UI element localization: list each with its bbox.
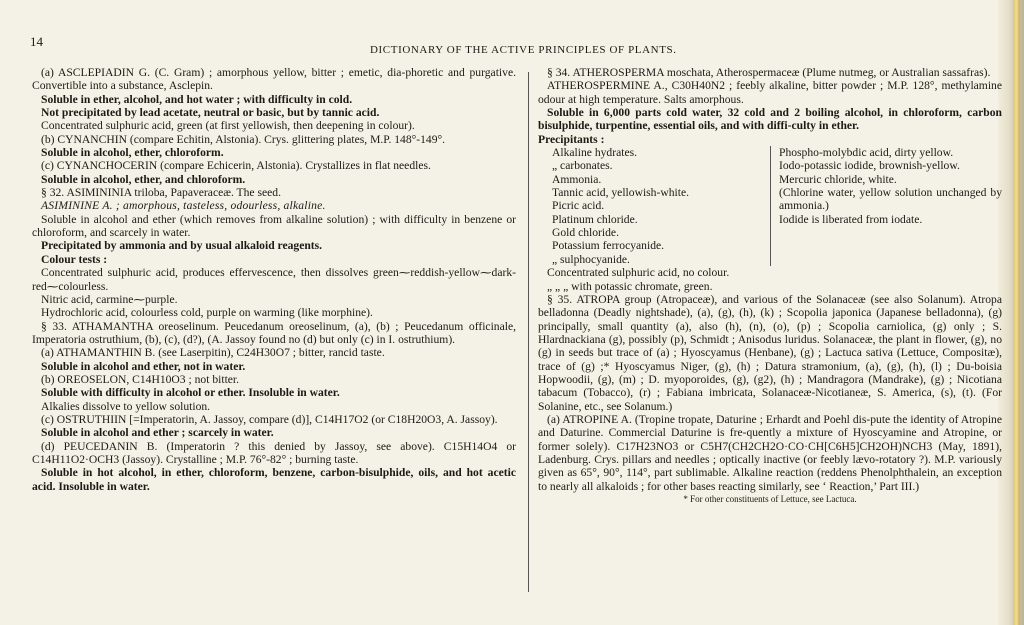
column-divider	[528, 72, 529, 592]
section-32-heading: § 32. ASIMININIA triloba, Papaveraceæ. The seed.	[41, 186, 281, 200]
running-head: DICTIONARY OF THE ACTIVE PRINCIPLES OF PLANTS.	[370, 44, 677, 56]
page-number: 14	[30, 34, 43, 49]
left-column	[32, 66, 516, 493]
colour-test-line: Concentrated sulphuric acid, produces effervescence, then dissolves green⁓reddish-yellow⁓dark-red⁓colourless.	[32, 266, 516, 293]
colour-test-line: „ „ „ with potassic chromate, green.	[547, 279, 713, 293]
precipitant-item: Mercuric chloride, white.	[779, 172, 897, 186]
precipitants-right-list	[770, 146, 1002, 266]
colour-test-line: Nitric acid, carmine⁓purple.	[41, 292, 178, 306]
precipitant-item: (Chlorine water, yellow solution unchanged by ammonia.)	[779, 186, 1002, 213]
precipitant-item: Platinum chloride.	[552, 212, 638, 226]
solubility-line: Soluble in alcohol, ether, and chloroform.	[41, 172, 246, 186]
entry-cynanchocerin: (c) CYNANCHOCERIN (compare Echicerin, Alstonia). Crystallizes in flat needles.	[41, 159, 431, 173]
entry-atropine: (a) ATROPINE A. (Tropine tropate, Daturine ; Erhardt and Poehl dis-pute the identity of Atropine and Daturine. Commercial Daturine is fre-quently a mixture of Hyoscyamine and Atropine, or former solely). C17H23NO3 or C5H7(CH2CH2O·CO·CH[C6H5]CH2OH)NCH3 (May, 1891), Ladenburg. Crys. pillars and needles ; optically inactive (or feebly lævo-rotatory ?). M.P. variously given as 65°, 90°, 114°, part sublimable. Alkaline reaction (reddens Phenolphthalein, an exception to nearly all alkaloids ; for other bases reacting similarly, see ‘ Reaction,’ Part III.)	[538, 412, 1002, 493]
solubility-line: Soluble in ether, alcohol, and hot water ; with difficulty in cold.	[41, 92, 353, 106]
solubility-line: Soluble in alcohol and ether ; scarcely in water.	[41, 426, 274, 440]
solubility-line: Soluble in alcohol, ether, chloroform.	[41, 146, 224, 160]
precipitant-item: Picric acid.	[552, 199, 605, 213]
precipitant-item: Gold chloride.	[552, 226, 619, 240]
right-column	[538, 66, 1002, 506]
entry-asiminine: ASIMININE A. ; amorphous, tasteless, odourless, alkaline.	[41, 199, 326, 213]
solubility-line: Soluble in alcohol and ether (which removes from alkaline solution) ; with difficulty in benzene or chloroform, and scarcely in water.	[32, 212, 516, 240]
section-34-heading: § 34. ATHEROSPERMA moschata, Atherospermaceæ (Plume nutmeg, or Australian sassafras).	[547, 66, 991, 79]
precipitation-line: Precipitated by ammonia and by usual alkaloid reagents.	[41, 239, 323, 253]
colour-test-line: Concentrated sulphuric acid, green (at first yellowish, then deepening in colour).	[41, 119, 415, 133]
precipitant-item: Potassium ferrocyanide.	[552, 239, 665, 253]
entry-ostruthiin: (c) OSTRUTHIIN [=Imperatorin, A. Jassoy, compare (d)], C14H17O2 (or C18H20O3, A. Jassoy).	[41, 412, 498, 426]
precipitant-item: Ammonia.	[552, 172, 602, 186]
section-33-heading: § 33. ATHAMANTHA oreoselinum. Peucedanum oreoselinum, (a), (b) ; Peucedanum officinale, Imperatoria ostruthium, (b), (c), (d?), (A. Jassoy found no (d) but only (c) in I. ostruthium).	[32, 319, 516, 346]
solubility-line: Soluble with difficulty in alcohol or ether. Insoluble in water.	[41, 386, 340, 400]
entry-oreoselon: (b) OREOSELON, C14H10O3 ; not bitter.	[41, 372, 240, 386]
entry-athamanthin: (a) ATHAMANTHIN B. (see Laserpitin), C24H30O7 ; bitter, rancid taste.	[41, 346, 385, 360]
precipitant-item: Alkaline hydrates.	[552, 146, 637, 160]
entry-atherospermine: ATHEROSPERMINE A., C30H40N2 ; feebly alkaline, bitter powder ; M.P. 128°, methylamine odour at high temperature. Salts amorphous.	[538, 79, 1002, 106]
precipitant-item: Iodo-potassic iodide, brownish-yellow.	[779, 159, 960, 173]
entry-asclepiadin: (a) ASCLEPIADIN G. (C. Gram) ; amorphous yellow, bitter ; emetic, dia-phoretic and purgative. Convertible into a substance, Asclepin.	[32, 66, 516, 93]
footnote: * For other constituents of Lettuce, see Lactuca.	[683, 494, 857, 504]
section-35-heading: § 35. ATROPA group (Atropaceæ), and various of the Solanaceæ (see also Solanum). Atropa belladonna (Deadly nightshade), (a), (g), (h), (k) ; Scopolia japonica (Japanese belladonna), (g) principally, small quantity (a), also (h), (n), (o), (p) ; Scopolia carniolica, (g) only ; S. Hlardnackiana (g), possibly (p), Schmidt ; Anisodus luridus. Solanaceæ, the plant in flower, (g), no (g) in seeds but trace of (a) ; Hyoscyamus (Henbane), (g) ; Lactuca sativa (Lettuce, Compositæ), trace of (g) ;* Hyoscyamus Niger, (g), (h) ; Datura stramonium, (a), (g), (h), (l) ; Du-boisia Hopwoodii, (g), (m) ; D. myoporoides, (g), (g2), (h) ; Mandragora (Mandrake), (g) ; Nicotiana tabacum (Tobacco), (r) ; Fabiana imbricata, Solanaceæ-Nicotianeæ, S. America, (s), (t). (For Solanine, etc., see Solanum.)	[538, 292, 1002, 413]
precipitants-left-list	[538, 146, 770, 266]
colour-test-line: Concentrated sulphuric acid, no colour.	[547, 266, 730, 280]
alkali-line: Alkalies dissolve to yellow solution.	[41, 399, 211, 413]
precipitant-item: „ carbonates.	[552, 159, 613, 173]
precipitation-line: Not precipitated by lead acetate, neutral or basic, but by tannic acid.	[41, 106, 380, 120]
solubility-line: Soluble in 6,000 parts cold water, 32 cold and 2 boiling alcohol, in chloroform, carbon bisulphide, turpentine, essential oils, and with diffi-culty in ether.	[538, 106, 1002, 133]
precipitants-heading: Precipitants :	[538, 132, 605, 146]
colour-tests-heading: Colour tests :	[41, 252, 108, 266]
entry-peucedanin: (d) PEUCEDANIN B. (Imperatorin ? this denied by Jassoy, see above). C15H14O4 or C14H11O2·OCH3 (Jassoy). Crystalline ; M.P. 76°-82° ; burning taste.	[32, 439, 516, 466]
entry-cynanchin: (b) CYNANCHIN (compare Echitin, Alstonia). Crys. glittering plates, M.P. 148°-149°.	[41, 132, 446, 146]
gilt-edge	[1013, 0, 1020, 625]
precipitant-item: Iodide is liberated from iodate.	[779, 212, 923, 226]
precipitants-table	[538, 146, 1002, 266]
colour-test-line: Hydrochloric acid, colourless cold, purple on warming (like morphine).	[41, 306, 373, 320]
precipitant-item: Tannic acid, yellowish-white.	[552, 186, 689, 200]
precipitant-item: Phospho-molybdic acid, dirty yellow.	[779, 146, 954, 160]
solubility-line: Soluble in alcohol and ether, not in water.	[41, 359, 246, 373]
solubility-line: Soluble in hot alcohol, in ether, chloroform, benzene, carbon-bisulphide, oils, and hot acetic acid. Insoluble in water.	[32, 466, 516, 493]
precipitant-item: „ sulphocyanide.	[552, 252, 630, 266]
